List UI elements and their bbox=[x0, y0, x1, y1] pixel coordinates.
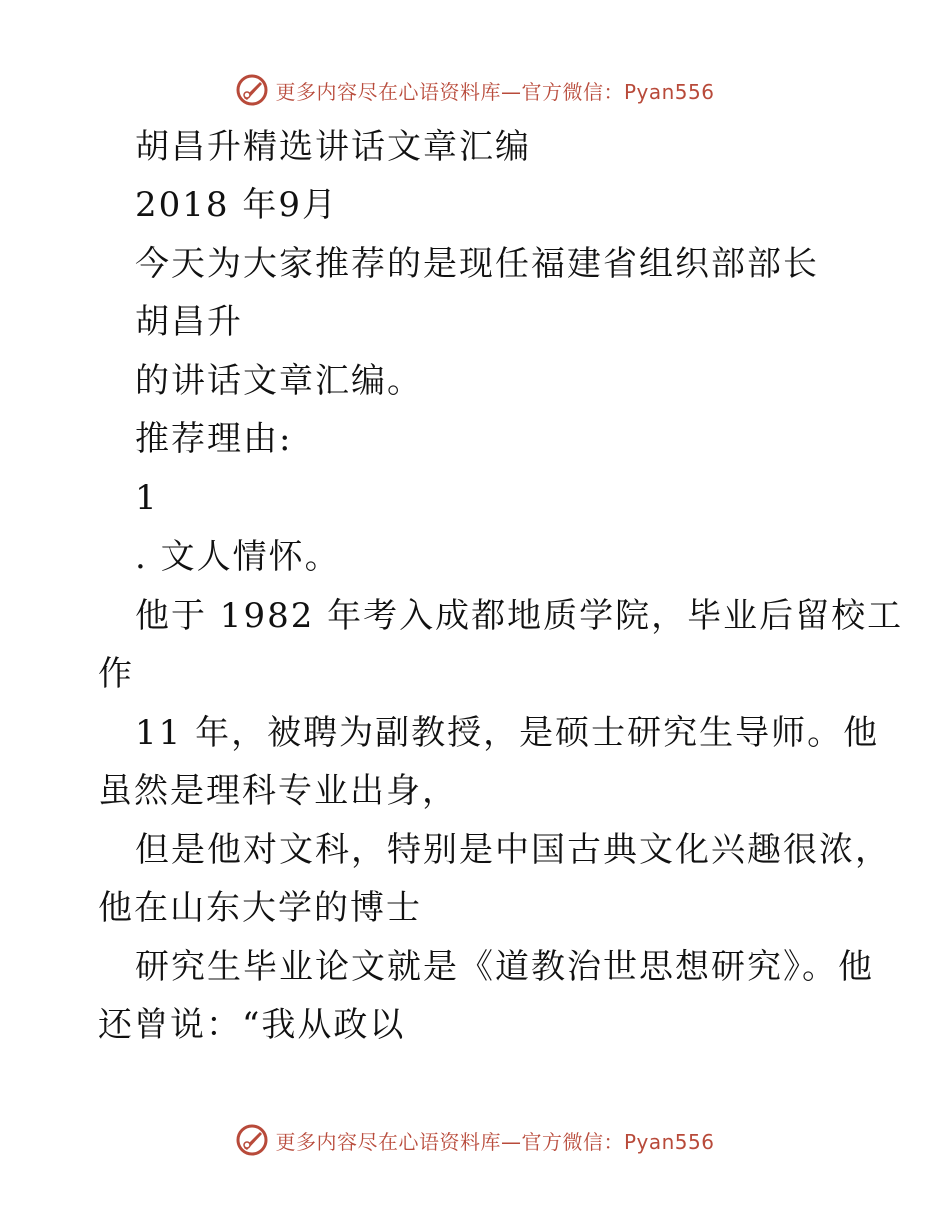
watermark-text: 更多内容尽在心语资料库—官方微信：Pyan556 bbox=[275, 79, 715, 104]
doc-list-item: . 文人情怀。 bbox=[135, 537, 341, 577]
doc-paragraph-line: 虽然是理科专业出身， bbox=[98, 771, 458, 811]
doc-paragraph-line: 作 bbox=[98, 654, 134, 694]
doc-paragraph-line: 他在山东大学的博士 bbox=[98, 888, 422, 928]
doc-paragraph-line: 他于 1982 年考入成都地质学院，毕业后留校工 bbox=[135, 596, 904, 636]
doc-date: 2018 年9月 bbox=[135, 185, 338, 225]
doc-paragraph-line: 的讲话文章汇编。 bbox=[135, 361, 423, 401]
quill-logo-icon bbox=[235, 1123, 269, 1157]
doc-paragraph-line: 今天为大家推荐的是现任福建省组织部部长 bbox=[135, 244, 819, 284]
footer-watermark bbox=[0, 1120, 950, 1160]
doc-paragraph-line: 研究生毕业论文就是《道教治世思想研究》。他 bbox=[135, 947, 874, 987]
doc-paragraph-line: 胡昌升 bbox=[135, 302, 243, 342]
doc-paragraph-line: 11 年，被聘为副教授，是硕士研究生导师。他 bbox=[135, 713, 880, 753]
doc-paragraph-line: 还曾说：“我从政以 bbox=[98, 1005, 406, 1045]
doc-title: 胡昌升精选讲话文章汇编 bbox=[135, 127, 531, 167]
doc-paragraph-line: 但是他对文科，特别是中国古典文化兴趣很浓， bbox=[135, 830, 891, 870]
doc-section-heading: 推荐理由: bbox=[135, 419, 293, 459]
header-watermark bbox=[0, 70, 950, 110]
quill-logo-icon bbox=[235, 73, 269, 107]
doc-list-number: 1 bbox=[135, 478, 159, 518]
watermark-text: 更多内容尽在心语资料库—官方微信：Pyan556 bbox=[275, 1129, 715, 1154]
